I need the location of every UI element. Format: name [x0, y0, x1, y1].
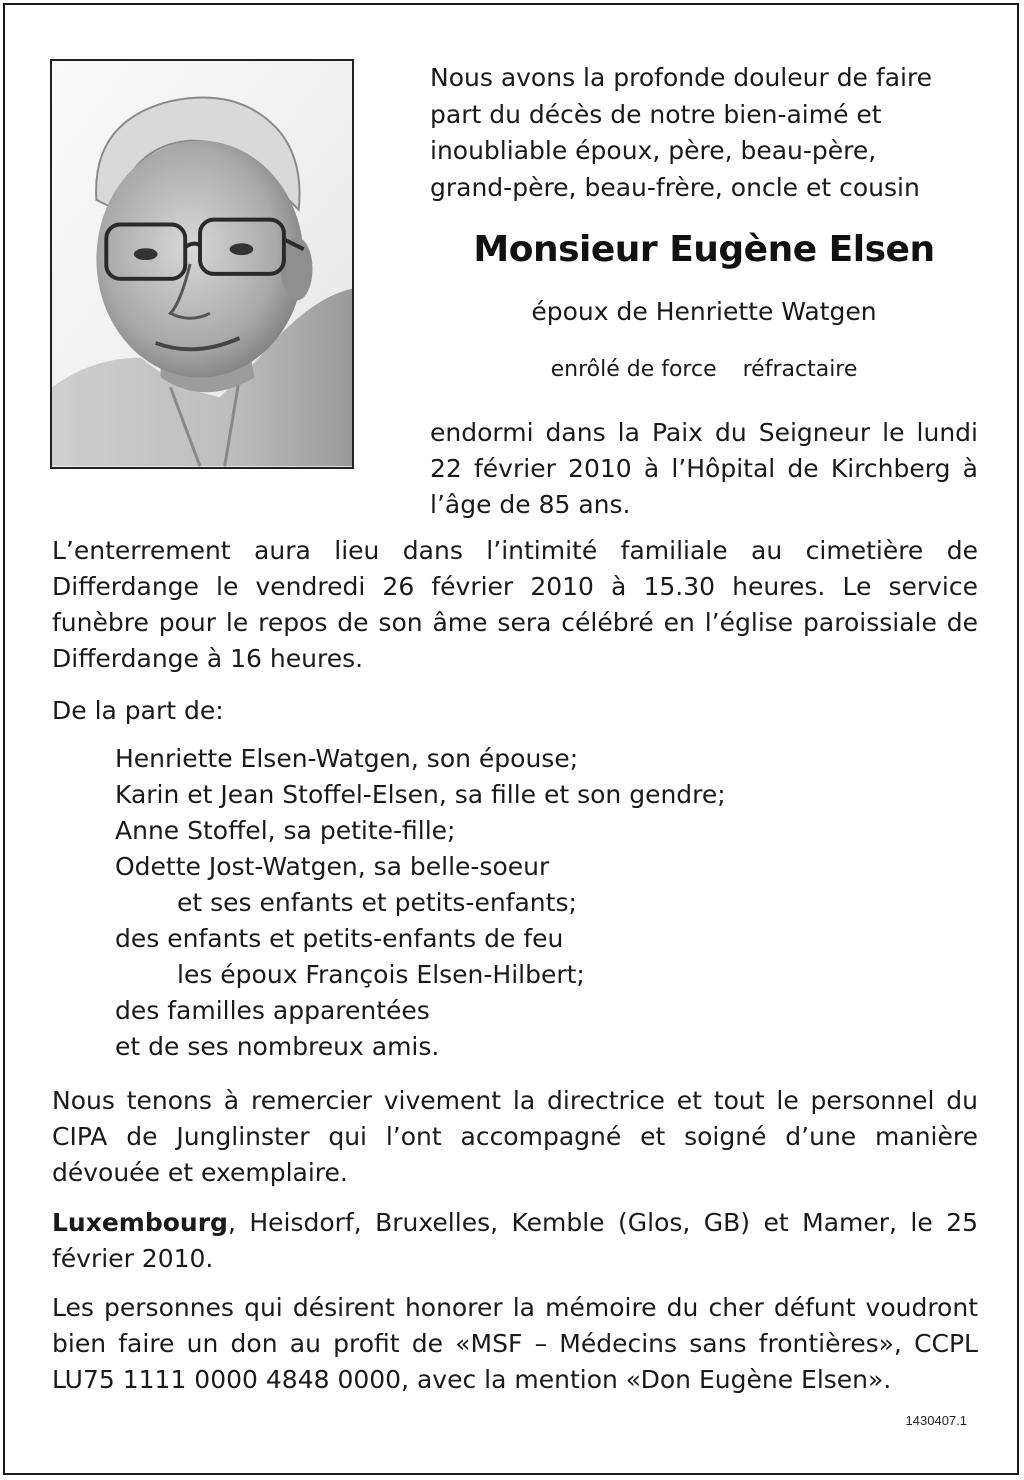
intro-line: inoubliable époux, père, beau-père, — [430, 136, 877, 165]
family-line: des enfants et petits-enfants de feu — [115, 924, 564, 953]
family-line: Henriette Elsen-Watgen, son épouse; — [115, 744, 579, 773]
intro-line: grand-père, beau-frère, oncle et cousin — [430, 172, 920, 202]
donation-paragraph: Les personnes qui désirent honorer la mémoire du cher défunt voudront bien faire un don au profit de «MSF – Médecins sans frontières», CCPL LU75 1111 0000 4848 0000, avec la mention «Don Eugène Elsen». — [52, 1293, 978, 1394]
portrait-photo — [50, 59, 354, 469]
status-tags — [430, 357, 978, 382]
burial-notice: L’enterrement aura lieu dans l’intimité familiale au cimetière de Differdange le vendredi 26 février 2010 à 15.30 heures. Le service funèbre pour le repos de son âme sera célébré en l’église paroissiale de Differdange à 16 heures. — [52, 536, 978, 673]
family-line: Anne Stoffel, sa petite-fille; — [115, 816, 456, 845]
thanks-paragraph: Nous tenons à remercier vivement la directrice et tout le personnel du CIPA de Junglinster qui l’ont accompagné et soigné d’une manière dévouée et exemplaire. — [52, 1086, 978, 1187]
family-line: Karin et Jean Stoffel-Elsen, sa fille et son gendre; — [115, 780, 726, 809]
intro-line: Nous avons la profonde douleur de faire — [430, 63, 933, 92]
tag-enrolled: enrôlé de force — [550, 357, 717, 382]
tag-refractory: réfractaire — [742, 357, 858, 382]
intro-text — [430, 60, 978, 206]
family-line: des familles apparentées — [115, 996, 430, 1025]
place-date — [52, 1205, 978, 1277]
family-line: les époux François Elsen-Hilbert; — [177, 960, 585, 989]
intro-line: part du décès de notre bien-aimé et — [430, 99, 882, 129]
family-list — [115, 741, 975, 1065]
family-line: et ses enfants et petits-enfants; — [177, 888, 577, 917]
place-rest: , Heisdorf, Bruxelles, Kemble (Glos, GB) et Mamer, le 25 février 2010. — [52, 1208, 978, 1273]
family-line: Odette Jost-Watgen, sa belle-soeur — [115, 852, 550, 881]
place-bold: Luxembourg — [52, 1208, 228, 1237]
spouse-line: époux de Henriette Watgen — [531, 297, 877, 326]
deceased-name: Monsieur Eugène Elsen — [473, 229, 935, 270]
obituary-card — [3, 3, 1019, 1475]
family-line: et de ses nombreux amis. — [115, 1032, 440, 1061]
death-notice: endormi dans la Paix du Seigneur le lundi 22 février 2010 à l’Hôpital de Kirchberg à l’âge de 85 ans. — [430, 418, 978, 519]
from-label: De la part de: — [52, 696, 224, 725]
reference-number: 1430407.1 — [905, 1413, 967, 1428]
